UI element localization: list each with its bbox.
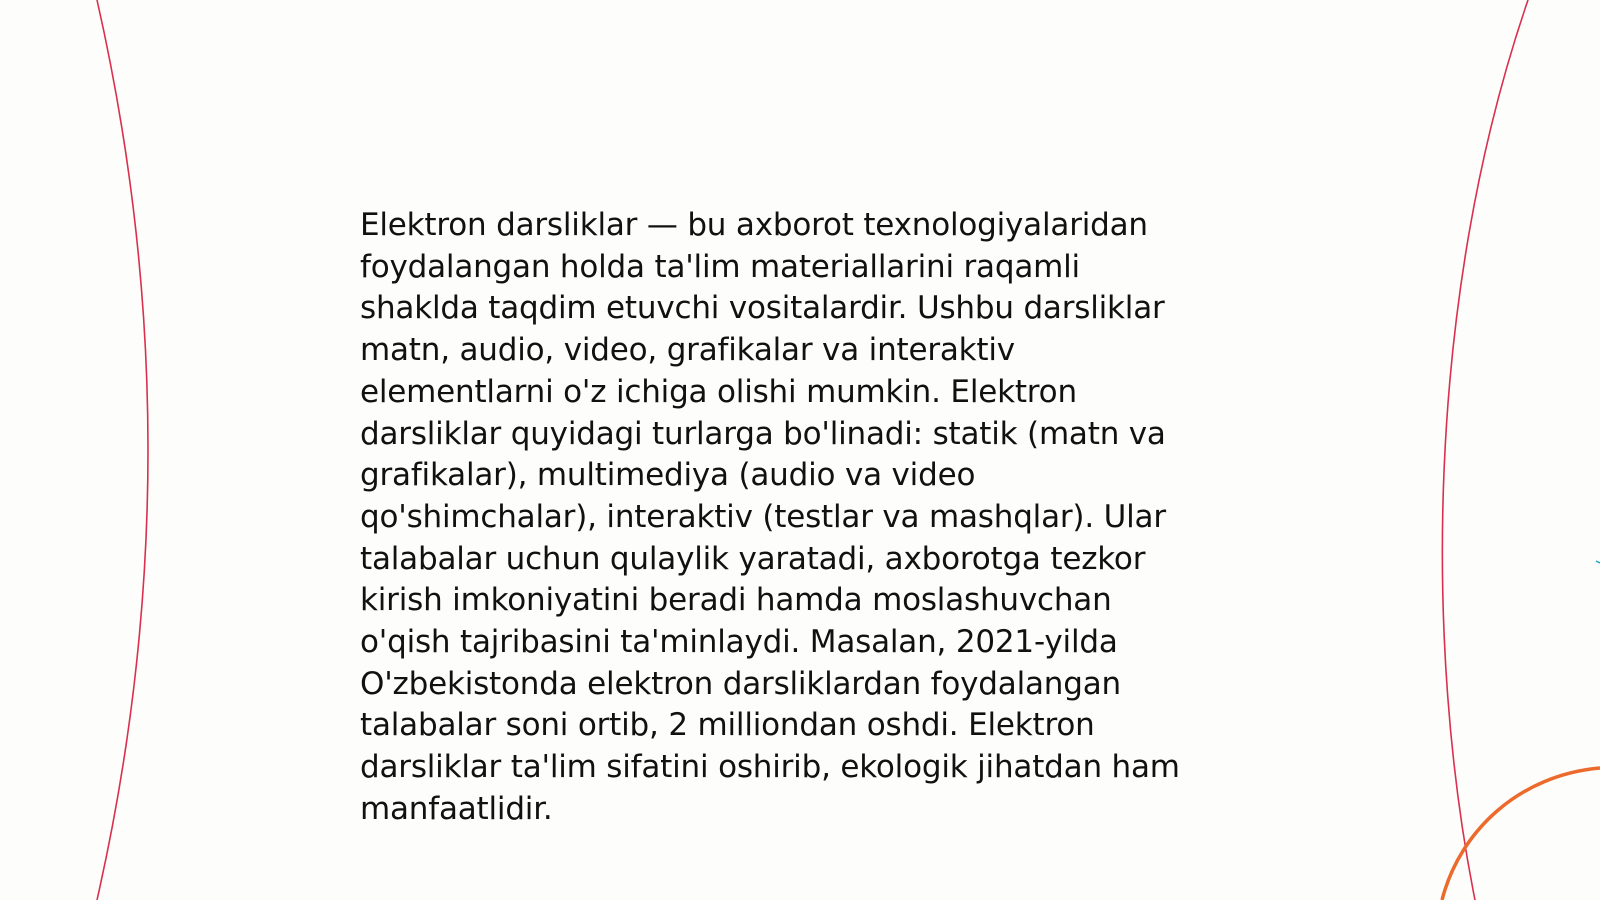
orange-arc xyxy=(1442,768,1600,900)
left-curve-line xyxy=(97,0,148,900)
right-curve-line xyxy=(1442,0,1528,900)
cyan-tick xyxy=(1596,561,1600,563)
slide-body-text: Elektron darsliklar — bu axborot texnologiyalaridan foydalangan holda ta'lim materiallarini raqamli shaklda taqdim etuvchi vositalardir. Ushbu darsliklar matn, audio, video, grafikalar va interaktiv elementlarni o'z ichiga olishi mumkin. Elektron darsliklar quyidagi turlarga bo'linadi: statik (matn va grafikalar), multimediya (audio va video qo'shimchalar), interaktiv (testlar va mashqlar). Ular talabalar uchun qulaylik yaratadi, axborotga tezkor kirish imkoniyatini beradi hamda moslashuvchan o'qish tajribasini ta'minlaydi. Masalan, 2021-yilda O'zbekistonda elektron darsliklardan foydalangan talabalar soni ortib, 2 milliondan oshdi. Elektron darsliklar ta'lim sifatini oshirib, ekologik jihatdan ham manfaatlidir. xyxy=(360,207,1180,827)
